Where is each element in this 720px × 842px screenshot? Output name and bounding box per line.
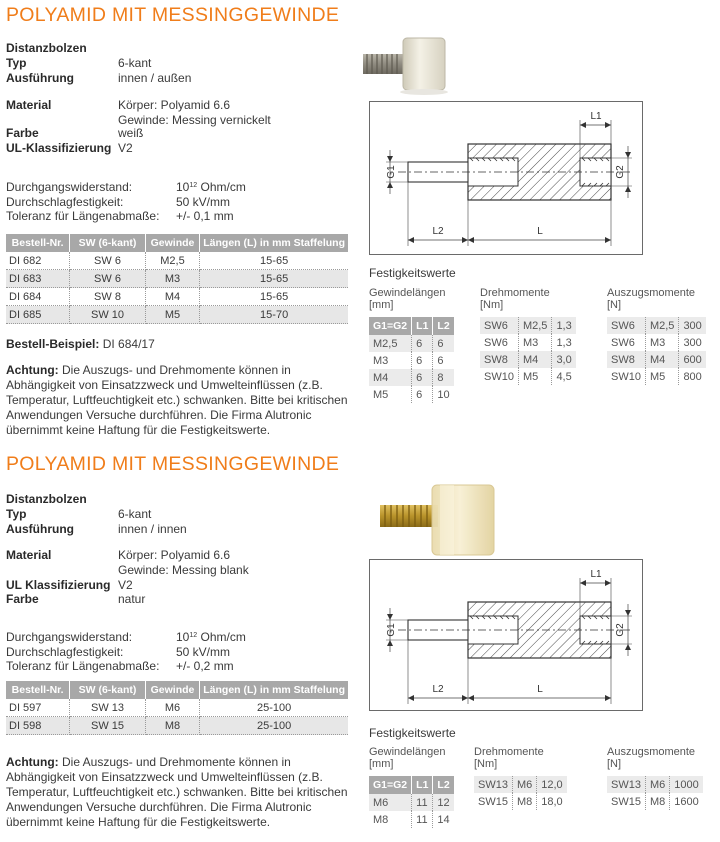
cell: 15-65 (200, 252, 348, 270)
dim-l2: L2 (432, 226, 444, 237)
table-cell: M6 (512, 776, 536, 793)
dreh-group (480, 287, 576, 385)
order-header: Bestell-Nr. (6, 234, 70, 252)
table-cell: 11 (412, 811, 433, 828)
auszug-group (607, 287, 706, 385)
section-title: POLYAMID MIT MESSINGGEWINDE (6, 4, 340, 26)
table-cell: 6 (433, 352, 454, 369)
table-cell: M3 (518, 334, 551, 351)
table-row (480, 317, 576, 334)
spec-row5-value: V2 (118, 578, 133, 592)
table-row (607, 334, 706, 351)
note-block (6, 363, 356, 438)
cell: SW 15 (70, 717, 146, 735)
col-header: L2 (433, 776, 454, 794)
cell: SW 10 (70, 306, 146, 324)
table-cell: 6 (412, 386, 433, 403)
spec-row5-label: Farbe (6, 126, 39, 140)
table-row (369, 794, 454, 811)
spec-material-value-1: Körper: Polyamid 6.6 (118, 548, 231, 562)
table-cell: M2,5 (518, 317, 551, 334)
festigkeit-title: Festigkeitswerte (369, 266, 456, 280)
table-cell: 12 (433, 794, 454, 811)
table-part (369, 317, 454, 335)
auszug-unit: [N] (607, 758, 622, 770)
note-text: Die Auszugs- und Drehmomente können in Abhängigkeit von Einsatzzweck und Umwelteinflüssen (z.B. Temperatur, Luftfeuchtigkeit etc.) schwanken. Bitte bei kritischen Anwendungen Versuche durchführen. Die Firma Alutronic übernimmt keine Haftung für die Festigkeitswerte. (6, 755, 348, 829)
table-cell: SW8 (607, 351, 645, 368)
table-cell: M5 (369, 386, 412, 403)
table-row (369, 369, 454, 386)
table-row (6, 717, 348, 735)
table-row (369, 352, 454, 369)
cell: DI 685 (6, 306, 70, 324)
elec-r1-value: $10^{12}$ Ohm/cm (176, 180, 246, 194)
table-cell: M8 (512, 793, 536, 810)
spec-ausf-value: innen / innen (118, 522, 187, 536)
table-cell: 6 (412, 335, 433, 352)
table-cell: 300 (683, 336, 702, 349)
gewinde-unit: [mm] (369, 758, 394, 770)
table-cell: 600 (679, 351, 706, 368)
table-part (6, 234, 348, 252)
table-cell: M3 (369, 352, 412, 369)
elec-r3-value: +/- 0,2 mm (176, 659, 234, 673)
table-cell: M4 (518, 351, 551, 368)
cell: M5 (145, 306, 200, 324)
section-title: POLYAMID MIT MESSINGGEWINDE (6, 453, 340, 475)
spec-row6-label: Farbe (6, 592, 39, 606)
order-example (6, 337, 155, 351)
cell: M6 (145, 699, 200, 717)
cell: M8 (145, 717, 200, 735)
electrical-block (6, 630, 346, 674)
cell: 15-65 (200, 288, 348, 306)
table-cell: 10 (433, 386, 454, 403)
spec-heading: Distanzbolzen (6, 41, 87, 55)
spec-ausf-label: Ausführung (6, 522, 74, 536)
spec-block (6, 41, 346, 161)
table-cell: SW6 (480, 317, 518, 334)
gewinde-heading: Gewindelängen (369, 287, 446, 299)
gewinde-table (369, 317, 455, 403)
table-cell: 1000 (670, 776, 703, 793)
table-row (474, 776, 567, 793)
spec-typ-value: 6-kant (118, 507, 152, 521)
order-header: Bestell-Nr. (6, 681, 70, 699)
elec-r3-label: Toleranz für Längenabmaße: (6, 209, 160, 223)
col-header: G1=G2 (369, 317, 412, 335)
cell: 25-100 (200, 699, 348, 717)
auszug-heading: Auszugsmomente (607, 287, 696, 299)
cell: 25-100 (200, 717, 348, 735)
product-photo (355, 30, 475, 100)
table-row (480, 351, 576, 368)
elec-r1-label: Durchgangswiderstand: (6, 180, 133, 194)
gewinde-group (369, 746, 455, 828)
dreh-table (480, 317, 576, 385)
spec-material-value-1: Körper: Polyamid 6.6 (118, 98, 231, 112)
col-header: L1 (412, 776, 433, 794)
electrical-block (6, 180, 346, 224)
elec-r3-label: Toleranz für Längenabmaße: (6, 659, 160, 673)
table-cell: M6 (369, 794, 412, 811)
cell: M3 (145, 270, 200, 288)
table-cell: 3,0 (552, 351, 576, 368)
table-cell: SW15 (607, 793, 645, 810)
table-cell: M8 (369, 811, 412, 828)
table-row (480, 334, 576, 351)
spec-row6-value: natur (118, 592, 146, 606)
auszug-table (607, 776, 703, 810)
dim-l: L (537, 226, 543, 237)
table-row (6, 306, 348, 324)
note-label: Achtung: (6, 363, 59, 377)
auszug-unit: [N] (607, 299, 622, 311)
col-header: G1=G2 (369, 776, 412, 794)
spec-block (6, 492, 346, 612)
auszug-heading: Auszugsmomente (607, 746, 696, 758)
table-row (6, 288, 348, 306)
gewinde-unit: [mm] (369, 299, 394, 311)
table-row (6, 252, 348, 270)
table-cell: 6 (412, 369, 433, 386)
dim-l1: L1 (590, 111, 602, 122)
order-header: SW (6-kant) (70, 234, 146, 252)
table-cell: M5 (645, 368, 678, 385)
elec-r1-value: $10^{12}$ Ohm/cm (176, 630, 246, 644)
table-cell: SW8 (480, 351, 518, 368)
table-row (607, 317, 706, 334)
auszug-table (607, 317, 706, 385)
table-cell: M8 (645, 793, 669, 810)
spec-row6-value: V2 (118, 141, 133, 155)
table-cell: M2,5 (369, 335, 412, 352)
table-cell: M2,5 (645, 317, 678, 334)
table-cell: 1,3 (552, 317, 576, 334)
cell: DI 597 (6, 699, 70, 717)
table-row (607, 793, 703, 810)
table-cell: 1600 (674, 795, 699, 808)
auszug-group (607, 746, 703, 810)
dim-l1: L1 (590, 569, 602, 580)
elec-r1-label: Durchgangswiderstand: (6, 630, 133, 644)
spec-typ-value: 6-kant (118, 56, 152, 70)
cell: SW 6 (70, 270, 146, 288)
table-row (6, 270, 348, 288)
elec-r3-value: +/- 0,1 mm (176, 209, 234, 223)
table-cell: SW15 (474, 793, 512, 810)
table-cell: SW6 (480, 334, 518, 351)
dreh-unit: [Nm] (474, 758, 498, 770)
order-header: SW (6-kant) (70, 681, 146, 699)
table-row (369, 386, 454, 403)
table-cell: 4,5 (556, 370, 572, 383)
order-example-label: Bestell-Beispiel: (6, 337, 100, 351)
table-cell: 14 (433, 811, 454, 828)
dreh-unit: [Nm] (480, 299, 504, 311)
table-cell: 11 (412, 794, 433, 811)
note-block (6, 755, 356, 830)
table-row (369, 811, 454, 828)
cell: M4 (145, 288, 200, 306)
order-table (6, 234, 348, 324)
dim-g2: G2 (615, 165, 626, 179)
table-row (480, 368, 576, 385)
spec-row5-label: UL Klassifizierung (6, 578, 111, 592)
table-row (6, 699, 348, 717)
spec-ausf-value: innen / außen (118, 71, 192, 85)
technical-drawing (369, 559, 643, 711)
table-cell: M5 (518, 368, 551, 385)
table-cell: M4 (645, 351, 678, 368)
spec-ausf-label: Ausführung (6, 71, 74, 85)
table-cell: SW10 (480, 368, 518, 385)
product-section-2 (0, 449, 720, 842)
cell: DI 682 (6, 252, 70, 270)
table-cell: SW10 (607, 368, 645, 385)
cell: DI 684 (6, 288, 70, 306)
order-header: Längen (L) in mm Staffelung (200, 681, 348, 699)
cell: SW 6 (70, 252, 146, 270)
table-cell: SW13 (474, 776, 512, 793)
table-cell: SW13 (607, 776, 645, 793)
dreh-heading: Drehmomente (480, 287, 550, 299)
table-cell: SW6 (607, 317, 645, 334)
col-header: L2 (433, 317, 454, 335)
table-cell: 800 (683, 370, 702, 383)
table-row (607, 776, 703, 793)
table-row (607, 351, 706, 368)
product-photo (370, 479, 525, 564)
spec-material-value-2: Gewinde: Messing vernickelt (118, 113, 271, 127)
table-cell: 6 (412, 352, 433, 369)
spec-typ-label: Typ (6, 56, 27, 70)
gewinde-table (369, 776, 455, 828)
order-header: Gewinde (145, 234, 200, 252)
table-part (6, 681, 348, 699)
elec-r2-value: 50 kV/mm (176, 644, 231, 659)
col-header: L1 (412, 317, 433, 335)
dim-g1: G1 (386, 623, 397, 637)
cell: 15-65 (200, 270, 348, 288)
elec-r2-label: Durchschlagfestigkeit: (6, 644, 124, 659)
spec-typ-label: Typ (6, 507, 27, 521)
table-row (369, 335, 454, 352)
cell: M2,5 (145, 252, 200, 270)
table-cell: 300 (679, 317, 706, 334)
table-cell: SW6 (607, 334, 645, 351)
dim-l: L (537, 684, 543, 695)
cell: SW 8 (70, 288, 146, 306)
table-cell: 12,0 (537, 776, 567, 793)
dreh-table (474, 776, 567, 810)
dreh-group (474, 746, 567, 810)
table-cell: M3 (645, 334, 678, 351)
cell: DI 598 (6, 717, 70, 735)
order-example-value: DI 684/17 (102, 337, 155, 351)
spec-material-value-2: Gewinde: Messing blank (118, 563, 249, 577)
cell: SW 13 (70, 699, 146, 717)
table-cell: 8 (433, 369, 454, 386)
elec-r2-label: Durchschlagfestigkeit: (6, 194, 124, 209)
table-cell: 6 (433, 335, 454, 352)
spec-material-label: Material (6, 548, 52, 562)
table-cell: 18,0 (541, 795, 563, 808)
order-table (6, 681, 348, 735)
spec-row5-value: weiß (118, 126, 144, 140)
dim-g1: G1 (386, 165, 397, 179)
table-cell: M6 (645, 776, 669, 793)
table-part (369, 776, 454, 794)
spec-heading: Distanzbolzen (6, 492, 87, 506)
dim-g2: G2 (615, 623, 626, 637)
dim-l2: L2 (432, 684, 444, 695)
order-header: Gewinde (145, 681, 200, 699)
spec-material-label: Material (6, 98, 52, 112)
table-row (474, 793, 567, 810)
order-header: Längen (L) in mm Staffelung (200, 234, 348, 252)
cell: DI 683 (6, 270, 70, 288)
elec-r2-value: 50 kV/mm (176, 194, 231, 209)
note-text: Die Auszugs- und Drehmomente können in Abhängigkeit von Einsatzzweck und Umwelteinflüssen (z.B. Temperatur, Luftfeuchtigkeit etc.) schwanken. Bitte bei kritischen Anwendungen Versuche durchführen. Die Firma Alutronic übernimmt keine Haftung für die Festigkeitswerte. (6, 363, 348, 437)
table-cell: M4 (369, 369, 412, 386)
cell: 15-70 (200, 306, 348, 324)
spec-row6-label: UL-Klassifizierung (6, 141, 112, 155)
festigkeit-title: Festigkeitswerte (369, 726, 456, 740)
dreh-heading: Drehmomente (474, 746, 544, 758)
gewinde-heading: Gewindelängen (369, 746, 446, 758)
table-row (607, 368, 706, 385)
gewinde-group (369, 287, 455, 403)
note-label: Achtung: (6, 755, 59, 769)
technical-drawing (369, 101, 643, 255)
table-cell: 1,3 (556, 336, 572, 349)
